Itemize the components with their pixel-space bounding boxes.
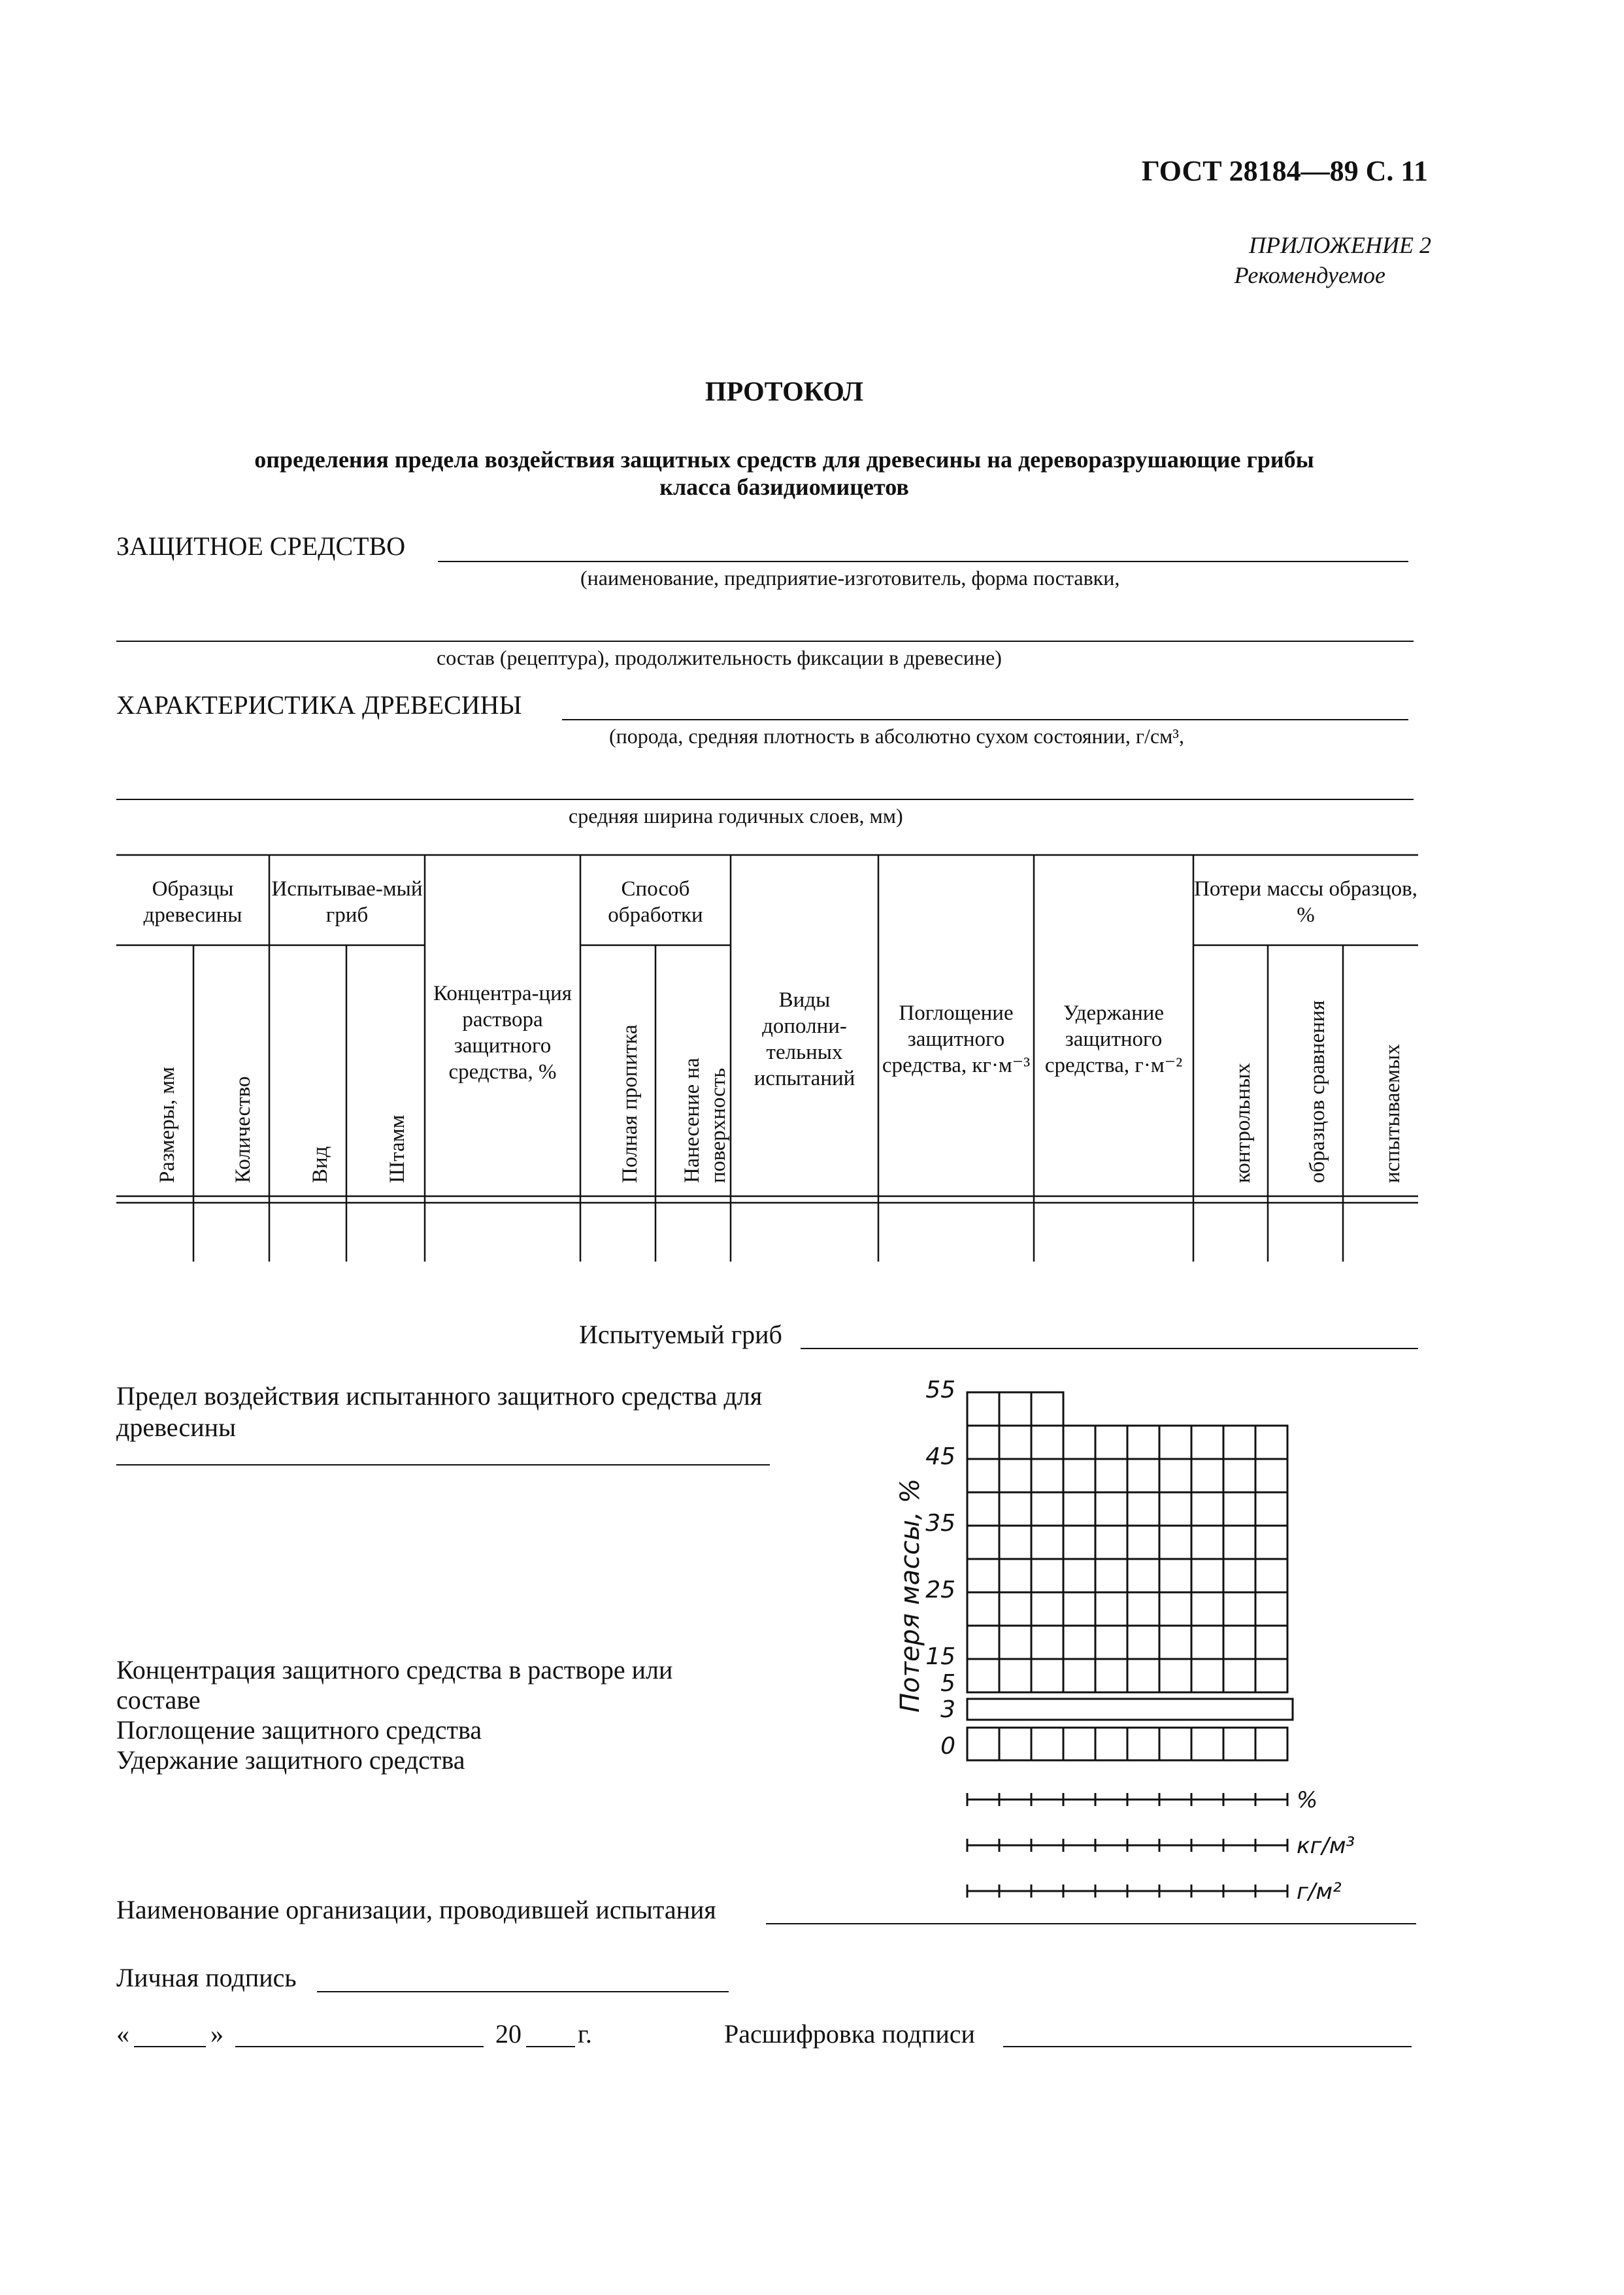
header-absorption: Поглощение защитного средства, кг·м⁻³ — [882, 1001, 1031, 1077]
chart-cell — [1095, 1626, 1127, 1659]
appendix-status: Рекомендуемое — [1234, 262, 1385, 288]
chart-cell — [1223, 1659, 1255, 1692]
chart-cell — [967, 1492, 999, 1526]
chart-cell — [1063, 1592, 1095, 1626]
wood-characteristic-label: ХАРАКТЕРИСТИКА ДРЕВЕСИНЫ — [116, 690, 522, 720]
chart-cell — [967, 1392, 999, 1426]
chart-cell — [1095, 1492, 1127, 1526]
chart-y-tick: 55 — [925, 1377, 955, 1403]
signature-decode-label: Расшифровка подписи — [724, 2019, 975, 2049]
chart-cell — [1223, 1492, 1255, 1526]
chart-cell — [1031, 1659, 1063, 1692]
chart-cell — [1063, 1526, 1095, 1559]
header-concentration: Концентра-ция раствора защитного средства, % — [433, 982, 572, 1084]
limit-field[interactable] — [116, 1464, 770, 1466]
chart-cell — [967, 1559, 999, 1592]
header-samples: Образцы древесины — [143, 877, 242, 927]
chart-cell — [1127, 1426, 1159, 1459]
header-additional-tests: Виды дополни-тельных испытаний — [754, 988, 855, 1090]
header-fungus: Испытывае-мый гриб — [271, 877, 423, 927]
chart-cell — [1127, 1559, 1159, 1592]
chart-cell — [967, 1659, 999, 1692]
date-year-suffix: г. — [578, 2019, 592, 2049]
signature-label: Личная подпись — [116, 1963, 297, 1992]
appendix-title: ПРИЛОЖЕНИЕ 2 — [1249, 232, 1431, 258]
chart-cell — [1095, 1426, 1127, 1459]
chart-cell — [1095, 1592, 1127, 1626]
date-day-field[interactable] — [134, 2046, 206, 2047]
header-size: Размеры, мм — [156, 1066, 179, 1183]
chart-cell — [1095, 1559, 1127, 1592]
chart-y-tick: 25 — [925, 1577, 955, 1603]
header-species: Вид — [308, 1146, 332, 1183]
header-control: контрольных — [1231, 1063, 1255, 1183]
chart-cell — [1255, 1492, 1287, 1526]
chart-cell — [999, 1659, 1031, 1692]
chart-cell — [1191, 1492, 1223, 1526]
chart-cell — [967, 1426, 999, 1459]
tested-fungus-field[interactable] — [801, 1348, 1418, 1349]
header-full-impregnation: Полная пропитка — [618, 1024, 642, 1183]
chart-cell — [1031, 1626, 1063, 1659]
chart-cell — [1159, 1626, 1191, 1659]
chart-grid — [967, 1392, 1293, 1760]
chart-cell-zero — [1127, 1728, 1159, 1760]
tested-fungus-label: Испытуемый гриб — [579, 1320, 782, 1349]
chart-cell — [1255, 1459, 1287, 1492]
date-open-quote: « — [116, 2019, 129, 2049]
header-strain: Штамм — [386, 1114, 409, 1183]
chart-cell — [1223, 1592, 1255, 1626]
chart-cell — [1159, 1492, 1191, 1526]
protocol-title: ПРОТОКОЛ — [704, 377, 864, 407]
limit-label-line-2: древесины — [116, 1413, 236, 1442]
chart-cell — [1095, 1659, 1127, 1692]
chart-y-tick: 45 — [925, 1443, 955, 1470]
chart-cell — [1031, 1392, 1063, 1426]
chart-cell — [999, 1559, 1031, 1592]
chart-cell — [1095, 1526, 1127, 1559]
chart-cell — [1063, 1459, 1095, 1492]
protective-agent-hint-2: состав (рецептура), продолжительность фиксации в древесине) — [437, 646, 1002, 669]
limit-label — [116, 1381, 762, 1443]
chart-cell — [1063, 1426, 1095, 1459]
chart-cell — [1223, 1526, 1255, 1559]
chart-cell — [967, 1592, 999, 1626]
chart-cell-zero — [1191, 1728, 1223, 1760]
chart-cell — [999, 1459, 1031, 1492]
chart-y-tick: 35 — [925, 1510, 955, 1537]
document-reference: ГОСТ 28184—89 С. 11 — [1141, 155, 1428, 187]
chart-cell — [1191, 1559, 1223, 1592]
chart-cell — [1255, 1526, 1287, 1559]
chart-scales — [967, 1793, 1287, 1898]
chart-cell — [1031, 1426, 1063, 1459]
signature-field[interactable] — [317, 1991, 729, 1992]
chart-cell-zero — [1159, 1728, 1191, 1760]
chart-cell — [999, 1392, 1031, 1426]
subtitle-line-1: определения предела воздействия защитных средств для древесины на дереворазрушающие грибы — [254, 446, 1314, 473]
chart-cell — [1255, 1626, 1287, 1659]
chart-cell — [1031, 1559, 1063, 1592]
chart-cell — [1191, 1426, 1223, 1459]
chart-cell — [1063, 1659, 1095, 1692]
chart-cell — [999, 1492, 1031, 1526]
chart-cell — [1159, 1659, 1191, 1692]
mass-loss-chart — [850, 1366, 1412, 1941]
chart-cell — [1127, 1459, 1159, 1492]
chart-cell — [1223, 1426, 1255, 1459]
subtitle-line-2: класса базидиомицетов — [659, 474, 909, 500]
chart-cell — [967, 1526, 999, 1559]
chart-cell — [1159, 1592, 1191, 1626]
concentration-label — [116, 1655, 672, 1775]
wood-characteristic-hint-2: средняя ширина годичных слоев, мм) — [569, 804, 903, 828]
chart-cell-zero — [1031, 1728, 1063, 1760]
chart-cell — [1031, 1526, 1063, 1559]
chart-cell — [1191, 1459, 1223, 1492]
chart-cell — [1191, 1526, 1223, 1559]
date-year-prefix: 20 — [495, 2019, 522, 2049]
chart-cell — [1063, 1626, 1095, 1659]
header-retention: Удержание защитного средства, г·м⁻² — [1044, 1001, 1183, 1077]
chart-y-tick: 15 — [925, 1643, 955, 1670]
header-reference: образцов сравнения — [1306, 1000, 1329, 1183]
absorption-label: Поглощение защитного средства — [116, 1715, 482, 1745]
retention-label: Удержание защитного средства — [116, 1745, 465, 1775]
chart-cell — [999, 1526, 1031, 1559]
chart-cell — [967, 1626, 999, 1659]
chart-cell — [1223, 1626, 1255, 1659]
header-surface-line-1: Нанесение на — [680, 1058, 704, 1183]
protective-agent-hint-1: (наименование, предприятие-изготовитель, форма поставки, — [580, 566, 1120, 590]
chart-cell — [1255, 1559, 1287, 1592]
chart-cell — [1127, 1592, 1159, 1626]
chart-scale-unit: % — [1297, 1787, 1318, 1813]
organization-label: Наименование организации, проводившей испытания — [116, 1895, 716, 1924]
chart-cell — [1191, 1626, 1223, 1659]
organization-field[interactable] — [766, 1923, 1416, 1924]
chart-cell — [1031, 1592, 1063, 1626]
chart-y-tick: 5 — [940, 1670, 955, 1697]
chart-cell — [967, 1459, 999, 1492]
chart-cell — [999, 1592, 1031, 1626]
chart-cell-zero — [1095, 1728, 1127, 1760]
chart-cell — [1127, 1492, 1159, 1526]
chart-y-tick: 3 — [940, 1696, 955, 1723]
chart-band-3 — [967, 1699, 1293, 1720]
date-month-field[interactable] — [235, 2046, 484, 2047]
header-count: Количество — [231, 1076, 255, 1183]
chart-cell — [1191, 1592, 1223, 1626]
header-treatment: Способ обработки — [608, 877, 703, 927]
header-surface-line-2: поверхность — [706, 1067, 730, 1183]
chart-cell-zero — [999, 1728, 1031, 1760]
limit-label-line-1: Предел воздействия испытанного защитного средства для — [116, 1381, 763, 1411]
protective-agent-label: ЗАЩИТНОЕ СРЕДСТВО — [116, 531, 406, 561]
date-close-quote: » — [210, 2019, 224, 2049]
wood-characteristic-hint-1: (порода, средняя плотность в абсолютно сухом состоянии, г/см³, — [609, 724, 1184, 748]
concentration-label-line-2: составе — [116, 1685, 201, 1715]
concentration-label-line-1: Концентрация защитного средства в растворе или — [116, 1655, 673, 1684]
chart-cell — [1095, 1459, 1127, 1492]
chart-cell — [1127, 1626, 1159, 1659]
chart-cell — [1063, 1559, 1095, 1592]
chart-cell — [1191, 1659, 1223, 1692]
chart-cell — [1031, 1492, 1063, 1526]
chart-cell — [1255, 1659, 1287, 1692]
chart-cell — [1223, 1559, 1255, 1592]
chart-cell — [1159, 1559, 1191, 1592]
chart-y-tick: 0 — [940, 1733, 955, 1760]
chart-cell — [1031, 1459, 1063, 1492]
chart-cell — [1255, 1592, 1287, 1626]
chart-cell-zero — [967, 1728, 999, 1760]
header-tested: испытываемых — [1381, 1044, 1404, 1183]
chart-cell — [1159, 1526, 1191, 1559]
chart-cell — [1063, 1492, 1095, 1526]
chart-cell — [1127, 1526, 1159, 1559]
chart-cell — [1127, 1659, 1159, 1692]
chart-cell — [1159, 1459, 1191, 1492]
chart-cell — [1159, 1426, 1191, 1459]
chart-cell-zero — [1255, 1728, 1287, 1760]
chart-cell — [1223, 1459, 1255, 1492]
chart-y-axis-label: Потеря массы, % — [895, 1478, 925, 1713]
chart-scale-unit: кг/м³ — [1297, 1833, 1355, 1859]
header-mass-loss: Потери массы образцов, % — [1194, 877, 1417, 927]
chart-cell — [999, 1626, 1031, 1659]
chart-cell — [999, 1426, 1031, 1459]
date-year-field[interactable] — [526, 2046, 575, 2047]
signature-decode-field[interactable] — [1003, 2046, 1412, 2047]
chart-cell — [1255, 1426, 1287, 1459]
chart-cell-zero — [1063, 1728, 1095, 1760]
chart-cell-zero — [1223, 1728, 1255, 1760]
chart-scale-unit: г/м² — [1297, 1879, 1342, 1905]
